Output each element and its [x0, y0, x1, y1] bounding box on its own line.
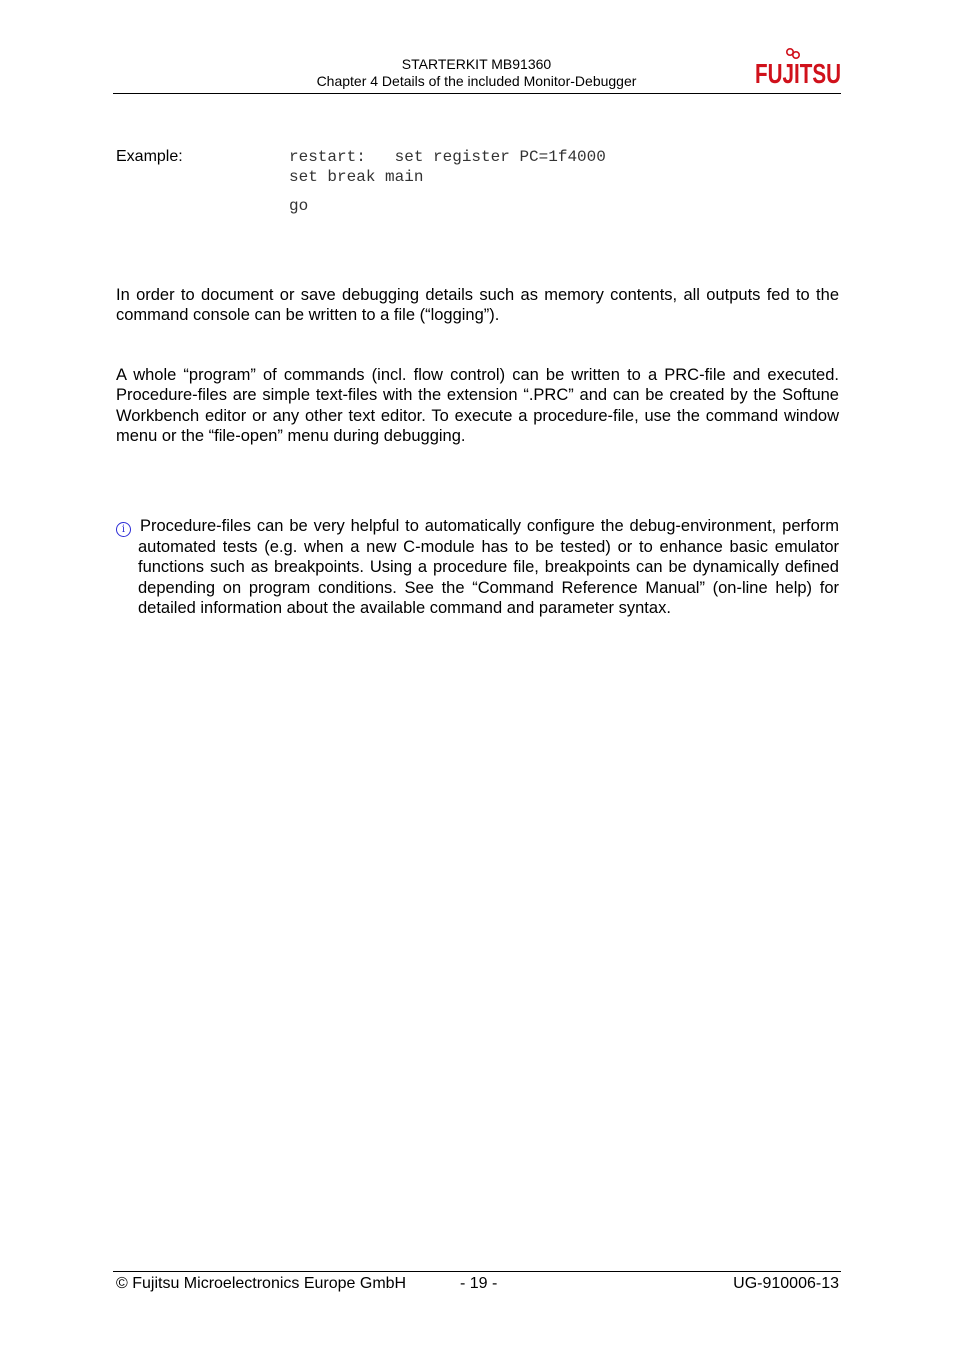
- code-line: restart: set register PC=1f4000: [289, 148, 606, 166]
- info-note: [116, 516, 839, 618]
- fujitsu-logo: [752, 46, 844, 90]
- procedure-file-paragraph: A whole “program” of commands (incl. flow control) can be written to a PRC-file and executed. Procedure-files are simple text-files with the extension “.PRC” and can be created by the Softune Workbench editor or any other text editor. To execute a procedure-file, use the command window menu or the “file-open” menu during debugging.: [116, 366, 839, 445]
- example-label: Example:: [116, 148, 183, 165]
- header-title: STARTERKIT MB91360: [401, 56, 552, 72]
- code-line: go: [289, 197, 309, 215]
- header-subtitle: Chapter 4 Details of the included Monitor-Debugger: [316, 73, 637, 89]
- fujitsu-logo-text: FUJITSU: [755, 58, 841, 89]
- info-icon: i: [116, 522, 131, 537]
- footer-divider: [113, 1271, 841, 1272]
- document-id: UG-910006-13: [733, 1275, 839, 1292]
- info-note-text: Procedure-files can be very helpful to automatically configure the debug-environment, perform automated tests (e.g. when a new C-module has to be tested) or to enhance basic emulator functions such as breakpoints. Using a procedure file, breakpoints can be dynamically defined depending on program conditions. See the “Command Reference Manual” (on-line help) for detailed information about the available command and parameter syntax.: [138, 517, 839, 617]
- code-line: set break main: [289, 168, 424, 186]
- header-divider: [113, 93, 841, 94]
- page-number: - 19 -: [460, 1275, 498, 1292]
- footer-copyright: © Fujitsu Microelectronics Europe GmbH: [116, 1275, 407, 1292]
- logging-paragraph: In order to document or save debugging details such as memory contents, all outputs fed to the command console can be written to a file (“logging”).: [116, 286, 839, 325]
